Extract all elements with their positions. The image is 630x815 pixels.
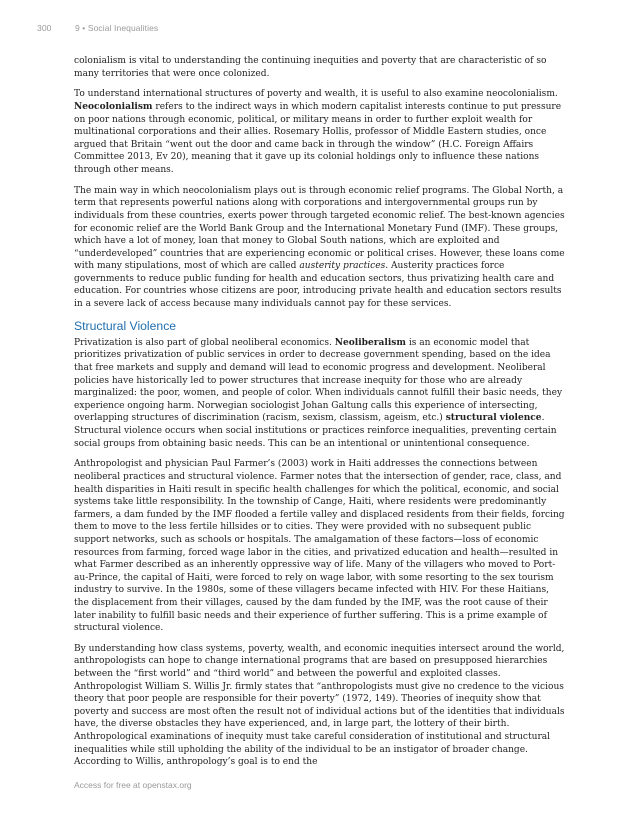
term-neocolonialism: Neocolonialism [74,101,153,112]
footer-link[interactable]: Access for free at openstax.org [74,780,192,790]
term-structural-violence: structural violence [445,413,542,424]
paragraph-economic-relief [74,185,566,311]
term-neoliberalism: Neoliberalism [334,337,406,348]
text-span: . Structural violence occurs when social institutions or practices reinforce inequalities, preventing certain social groups from obtaining basic needs. This can be an intentional or unintentional consequence. [74,413,557,449]
text-span: To understand international structures of poverty and wealth, it is useful to also examine neocolonialism. [74,89,558,100]
text-span: Privatization is also part of global neoliberal economics. [74,337,335,348]
text-span: The main way in which neocolonialism plays out is through economic relief programs. The Global North, a term that represents powerful nations along with corporations and intergovernmental groups run by individuals from these countries, exerts power through targeted economic relief. The best-known agencies for economic relief are the World Bank Group and the International Monetary Fund (IMF). These groups, which have a lot of money, loan that money to Global South nations, which are exploited and “underdeveloped” countries that are experiencing economic or political crises. However, these loans come with many stipulations, most of which are called [74,185,565,272]
paragraph-colonialism: colonialism is vital to understanding the continuing inequities and poverty that are characteristic of so many territories that were once colonized. [74,56,547,79]
paragraph-class-systems: By understanding how class systems, poverty, wealth, and economic inequities intersect around the world, anthropologists can hope to change international programs that are based on presupposed hierarchies between the “first world” and “third world” and between the powerful and exploited classes. Anthropologist William S. Willis Jr. firmly states that “anthropologists must give no credence to the vicious theory that poor people are responsible for their poverty” (1972, 149). Theories of inequity show that poverty and success are most often the result not of individual actions but of the identities that individuals have, the diverse obstacles they have experienced, and, in large part, the lottery of their birth. Anthropological examinations of inequity must take careful consideration of institutional and structural inequalities while still upholding the ability of the individual to be an instigator of broader change. According to Willis, anthropology’s goal is to end the [74,643,565,768]
term-austerity-practices: austerity practices [299,261,386,272]
text-span: refers to the indirect ways in which modern capitalist interests continue to put pressure on poor nations through economic, political, or military means in order to further exploit wealth for multinational corporations and their allies. Rosemary Hollis, professor of Middle Eastern studies, once argued that Britain “went out the door and came back in through the window” (H.C. Foreign Affairs Committee 2013, Ev 20), meaning that it gave up its colonial holdings only to influence these nations through other means. [74,101,562,175]
running-head [37,23,158,33]
body-text [74,55,566,777]
page-number: 300 [37,23,52,33]
section-heading: Structural Violence [74,318,177,333]
paragraph-neocolonialism [74,88,566,176]
text-span: . Austerity practices force governments to reduce public funding for health and education sectors, thus privatizing health care and education. For countries whose citizens are poor, introducing private health and education sectors results in a severe lack of access because many individuals cannot pay for these services. [74,261,562,310]
paragraph-farmer-haiti: Anthropologist and physician Paul Farmer’s (2003) work in Haiti addresses the connections between neoliberal practices and structural violence. Farmer notes that the intersection of gender, race, class, and health disparities in Haiti result in specific health challenges for which the political, economic, and social systems take little responsibility. In the township of Cange, Haiti, where residents were predominantly farmers, a dam funded by the IMF flooded a fertile valley and displaced residents from their fields, forcing them to move to the less fertile hillsides or to cities. They were provided with no subsequent public support networks, such as schools or hospitals. The amalgamation of these factors—loss of economic resources from farming, forced wage labor in the cities, and privatized education and health—resulted in what Farmer described as an inherently oppressive way of life. Many of the villagers who moved to Port-au-Prince, the capital of Haiti, were forced to rely on wage labor, with some resorting to the sex tourism industry to survive. In the 1980s, some of these villagers became infected with HIV. For these Haitians, the displacement from their villages, caused by the dam funded by the IMF, was the root cause of their later inability to fulfill basic needs and their experience of further suffering. This is a prime example of structural violence. [74,459,565,634]
text-span: is an economic model that prioritizes privatization of public services in order to decrease government spending, based on the idea that free markets and supply and demand will lead to economic progress and development. Neoliberal policies have historically led to power structures that increase inequity for those who are already marginalized: the poor, women, and people of color. When individuals cannot fulfill their basic needs, they experience ongoing harm. Norwegian sociologist Johan Galtung calls this experience of intersecting, overlapping structures of discrimination (racism, sexism, classism, ageism, etc.) [74,337,563,424]
chapter-title: 9 • Social Inequalities [75,23,159,33]
paragraph-neoliberalism [74,337,566,450]
